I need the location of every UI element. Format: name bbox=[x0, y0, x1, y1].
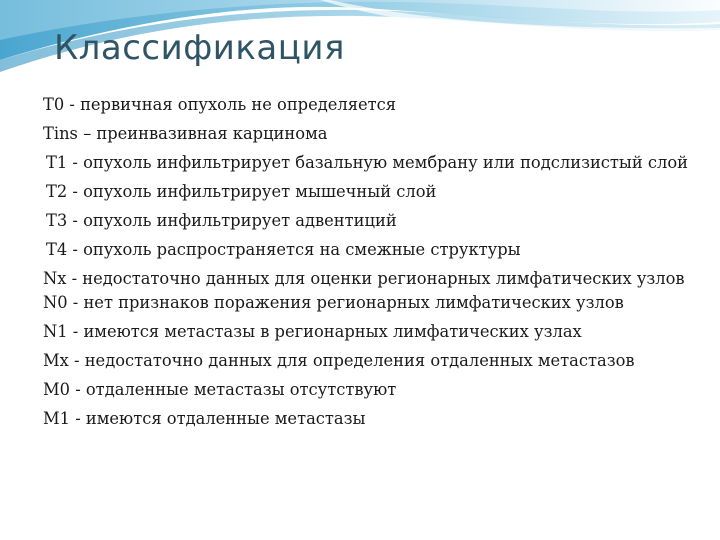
list-item: Mx - недостаточно данных для определения отдаленных метастазов bbox=[43, 351, 635, 370]
list-item: M0 - отдаленные метастазы отсутствуют bbox=[43, 380, 397, 399]
list-item: T0 - первичная опухоль не определяется bbox=[43, 95, 397, 114]
list-item: Nx - недостаточно данных для оценки регионарных лимфатических узлов N0 - нет признаков поражения регионарных лимфатических узлов bbox=[43, 269, 685, 312]
slide-title: Классификация bbox=[54, 28, 345, 68]
list-item: M1 - имеются отдаленные метастазы bbox=[43, 409, 366, 428]
list-item: N1 - имеются метастазы в регионарных лимфатических узлах bbox=[43, 322, 582, 341]
list-item: T2 - опухоль инфильтрирует мышечный слой bbox=[46, 182, 437, 201]
list-item: T3 - опухоль инфильтрирует адвентиций bbox=[46, 211, 397, 230]
list-item: T4 - опухоль распространяется на смежные структуры bbox=[46, 240, 521, 259]
classification-list bbox=[43, 93, 705, 436]
list-item: T1 - опухоль инфильтрирует базальную мембрану или подслизистый слой bbox=[46, 153, 689, 172]
list-item: Tins – преинвазивная карцинома bbox=[43, 124, 328, 143]
